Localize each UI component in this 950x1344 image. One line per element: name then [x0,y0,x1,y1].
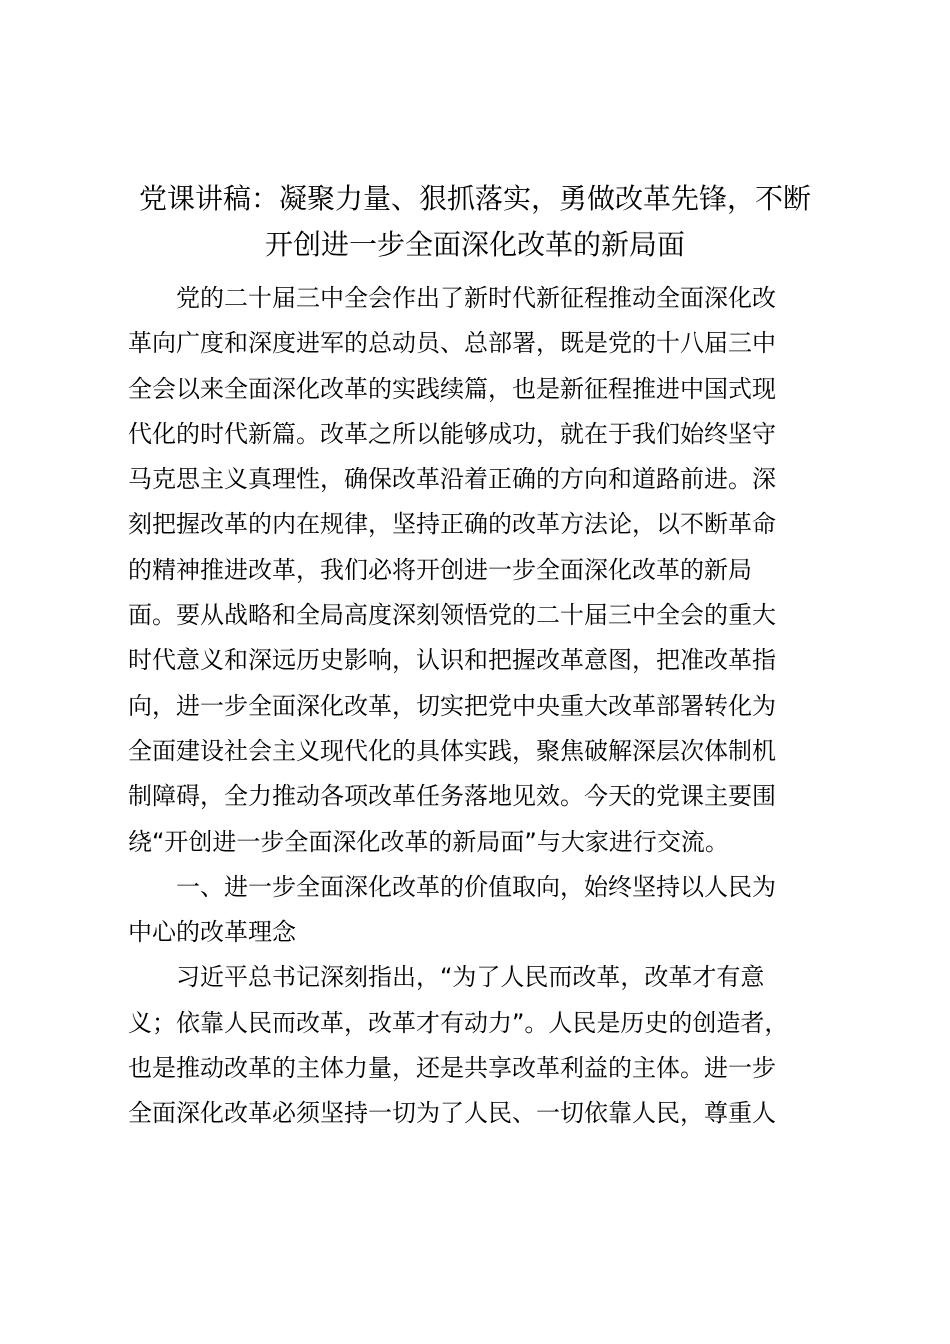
paragraph-section1-line-1: 习近平总书记深刻指出，“为了人民而改革，改革才有意 [176,963,765,992]
paragraph-section1-line-3: 也是推动改革的主体力量，还是共享改革利益的主体。进一步 [128,1054,776,1083]
paragraph-intro-line-12: 制障碍，全力推动各项改革任务落地见效。今天的党课主要围 [128,782,776,811]
section-heading-line-2: 中心的改革理念 [128,918,296,947]
document-title [120,176,830,268]
document-body [128,276,828,1137]
paragraph-intro-line-4: 代化的时代新篇。改革之所以能够成功，就在于我们始终坚守 [128,419,776,448]
paragraph-intro-line-5: 马克思主义真理性，确保改革沿着正确的方向和道路前进。深 [128,465,776,494]
paragraph-intro-line-9: 时代意义和深远历史影响，认识和把握改革意图，把准改革指 [128,646,776,675]
title-line-2: 开创进一步全面深化改革的新局面 [264,228,685,261]
section-heading-line-1: 一、进一步全面深化改革的价值取向，始终坚持以人民为 [176,872,776,901]
paragraph-intro-line-6: 刻把握改革的内在规律，坚持正确的改革方法论，以不断革命 [128,510,776,539]
paragraph-intro-line-11: 全面建设社会主义现代化的具体实践，聚焦破解深层次体制机 [128,736,776,765]
title-line-1: 党课讲稿：凝聚力量、狠抓落实，勇做改革先锋，不断 [138,182,811,215]
paragraph-section1-line-2: 义；依靠人民而改革，改革才有动力”。人民是历史的创造者， [128,1008,789,1037]
paragraph-intro-line-2: 革向广度和深度进军的总动员、总部署，既是党的十八届三中 [128,329,776,358]
paragraph-intro-line-7: 的精神推进改革，我们必将开创进一步全面深化改革的新局 [128,555,752,584]
paragraph-intro-line-13: 绕“开创进一步全面深化改革的新局面”与大家进行交流。 [128,827,729,856]
paragraph-intro-line-8: 面。要从战略和全局高度深刻领悟党的二十届三中全会的重大 [128,601,776,630]
paragraph-section1-line-4: 全面深化改革必须坚持一切为了人民、一切依靠人民，尊重人 [128,1099,776,1128]
paragraph-intro-line-10: 向，进一步全面深化改革，切实把党中央重大改革部署转化为 [128,691,776,720]
paragraph-intro-line-1: 党的二十届三中全会作出了新时代新征程推动全面深化改 [176,284,776,312]
paragraph-intro-line-3: 全会以来全面深化改革的实践续篇，也是新征程推进中国式现 [128,374,776,403]
